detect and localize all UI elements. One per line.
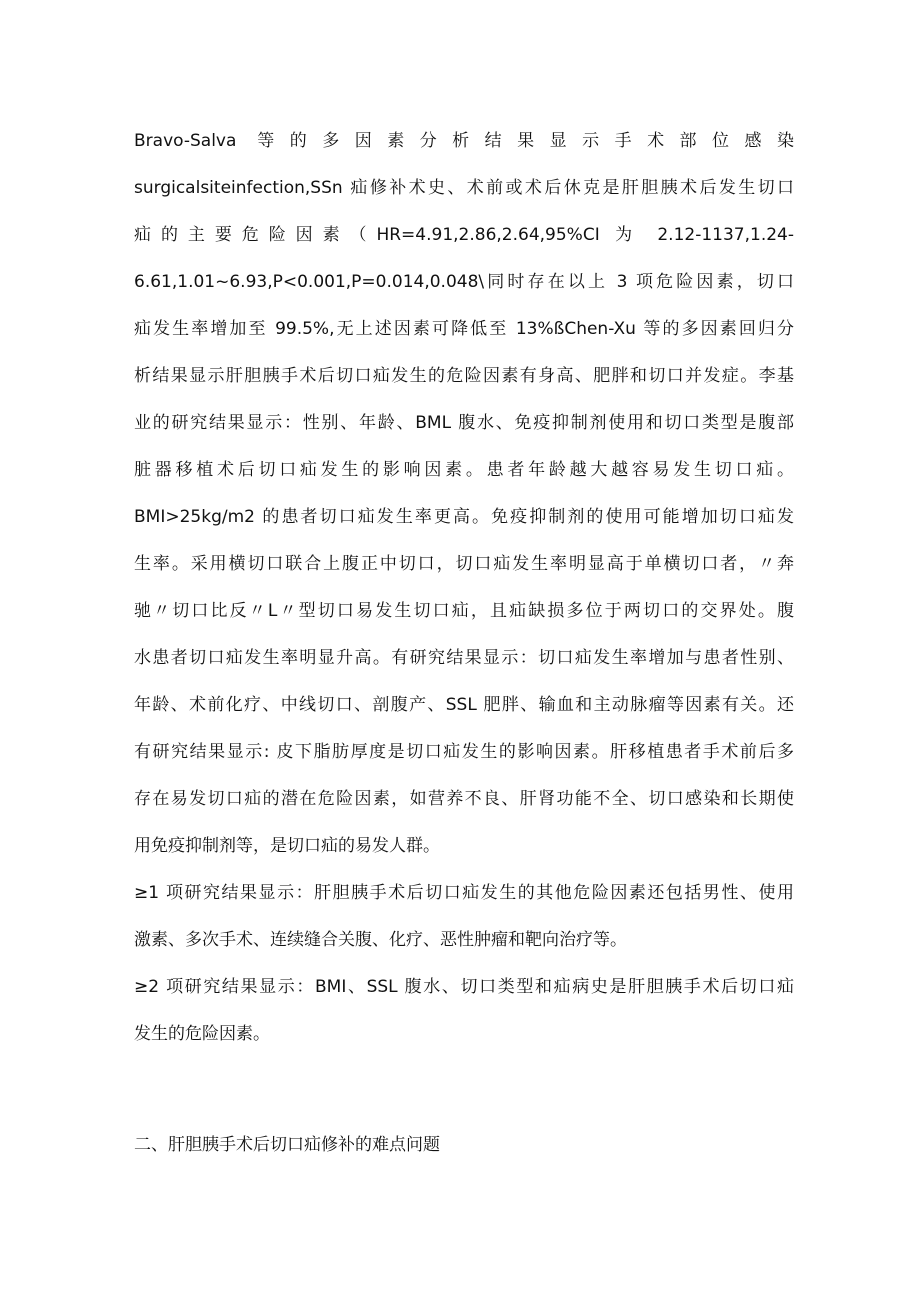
text-line: 有研究结果显示: 皮下脂肪厚度是切口疝发生的影响因素。肝移植患者手术前后多 <box>134 742 794 762</box>
text-line: ≥1 项研究结果显示：肝胆胰手术后切口疝发生的其他危险因素还包括男性、使用 <box>134 883 794 903</box>
paragraph-bmi-factors <box>134 964 794 1058</box>
text-line: 驰〃切口比反〃L〃型切口易发生切口疝，且疝缺损多位于两切口的交界处。腹 <box>134 601 794 621</box>
text-line: surgicalsiteinfection,SSn 疝修补术史、术前或术后休克是肝胆胰术后发生切口 <box>134 178 794 198</box>
paragraph-additional-factors <box>134 870 794 964</box>
text-line: 生率。采用横切口联合上腹正中切口，切口疝发生率明显高于单横切口者，〃奔 <box>134 554 794 574</box>
text-line: 发生的危险因素。 <box>134 1024 270 1044</box>
text-line: 年龄、术前化疗、中线切口、剖腹产、SSL 肥胖、输血和主动脉瘤等因素有关。还 <box>134 695 794 715</box>
text-line: 激素、多次手术、连续缝合关腹、化疗、恶性肿瘤和靶向治疗等。 <box>134 930 627 950</box>
text-line: 脏器移植术后切口疝发生的影响因素。患者年龄越大越容易发生切口疝。 <box>134 460 794 480</box>
text-line: 疝的主要危险因素（HR=4.91,2.86,2.64,95%CI 为 2.12-1137,1.24- <box>134 225 794 245</box>
text-line: 水患者切口疝发生率明显升高。有研究结果显示：切口疝发生率增加与患者性别、 <box>134 648 794 668</box>
text-line: 业的研究结果显示：性别、年龄、BML 腹水、免疫抑制剂使用和切口类型是腹部 <box>134 413 794 433</box>
paragraph-risk-factors <box>134 118 794 870</box>
body-text <box>134 118 794 1058</box>
text-line: 用免疫抑制剂等，是切口疝的易发人群。 <box>134 836 440 856</box>
section-heading: 二、肝胆胰手术后切口疝修补的难点问题 <box>134 1135 440 1155</box>
text-line: 疝发生率增加至 99.5%,无上述因素可降低至 13%ßChen-Xu 等的多因素回归分 <box>134 319 794 339</box>
text-line: 析结果显示肝胆胰手术后切口疝发生的危险因素有身高、肥胖和切口并发症。李基 <box>134 366 794 386</box>
text-line: Bravo-Salva 等的多因素分析结果显示手术部位感染 <box>134 131 794 151</box>
text-line: ≥2 项研究结果显示：BMI、SSL 腹水、切口类型和疝病史是肝胆胰手术后切口疝 <box>134 977 794 997</box>
text-line: 存在易发切口疝的潜在危险因素，如营养不良、肝肾功能不全、切口感染和长期使 <box>134 789 794 809</box>
text-line: 6.61,1.01~6.93,P<0.001,P=0.014,0.048\同时存在以上 3 项危险因素，切口 <box>134 272 794 292</box>
text-line: BMI>25kg∕m2 的患者切口疝发生率更高。免疫抑制剂的使用可能增加切口疝发 <box>134 507 794 527</box>
